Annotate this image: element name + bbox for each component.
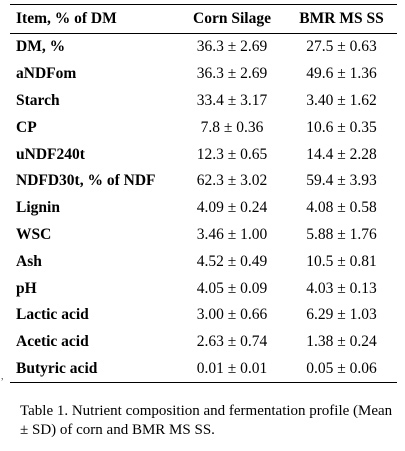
cell-bmr-ms-ss: 5.88 ± 1.76 <box>306 225 377 243</box>
table-row <box>10 114 397 141</box>
cell-bmr-ms-ss: 4.08 ± 0.58 <box>306 199 377 217</box>
cell-bmr-ms-ss: 3.40 ± 1.62 <box>306 91 377 109</box>
table-row <box>10 275 397 302</box>
cell-bmr-ms-ss: 49.6 ± 1.36 <box>306 65 377 83</box>
cell-bmr-ms-ss: 1.38 ± 0.24 <box>306 333 377 351</box>
cell-bmr-ms-ss: 10.5 ± 0.81 <box>306 252 377 270</box>
table-row <box>10 168 397 195</box>
header-bmr-ms-ss: BMR MS SS <box>286 5 397 34</box>
cell-corn-silage: 7.8 ± 0.36 <box>200 118 264 136</box>
table-body <box>10 34 397 383</box>
cell-corn-silage: 0.01 ± 0.01 <box>178 356 286 383</box>
cell-corn-silage: 36.3 ± 2.69 <box>196 38 268 56</box>
cell-bmr-ms-ss: 0.05 ± 0.06 <box>286 356 397 383</box>
cell-bmr-ms-ss: 4.03 ± 0.13 <box>306 279 377 297</box>
cell-corn-silage: 62.3 ± 3.02 <box>196 172 268 190</box>
cell-bmr-ms-ss: 10.6 ± 0.35 <box>306 118 377 136</box>
row-item-label: DM, % <box>16 38 66 56</box>
nutrient-composition-table <box>10 4 397 383</box>
row-item-label: Butyric acid <box>10 356 178 383</box>
table-row <box>10 222 397 249</box>
cell-corn-silage: 4.05 ± 0.09 <box>196 279 268 297</box>
nutrient-table-container <box>10 4 397 383</box>
row-item-label: uNDF240t <box>16 145 85 163</box>
row-item-label: aNDFom <box>16 65 77 83</box>
cell-bmr-ms-ss: 14.4 ± 2.28 <box>306 145 377 163</box>
row-item-label: pH <box>16 279 37 297</box>
table-row <box>10 61 397 88</box>
row-item-label: CP <box>16 118 37 136</box>
table-row <box>10 34 397 61</box>
table-row <box>10 356 397 383</box>
row-item-label: Ash <box>16 252 42 270</box>
table-row <box>10 329 397 356</box>
table-header <box>10 5 397 34</box>
cell-corn-silage: 2.63 ± 0.74 <box>196 333 268 351</box>
table-row <box>10 248 397 275</box>
cell-corn-silage: 4.52 ± 0.49 <box>196 252 268 270</box>
header-item: Item, % of DM <box>10 5 178 34</box>
stray-mark: , <box>1 371 4 382</box>
header-corn-silage: Corn Silage <box>178 5 286 34</box>
cell-corn-silage: 4.09 ± 0.24 <box>196 199 268 217</box>
row-item-label: NDFD30t, % of NDF <box>16 172 156 190</box>
table-row <box>10 88 397 115</box>
header-row <box>10 5 397 34</box>
row-item-label: Lactic acid <box>16 306 89 324</box>
cell-corn-silage: 36.3 ± 2.69 <box>196 65 268 83</box>
cell-corn-silage: 12.3 ± 0.65 <box>196 145 268 163</box>
cell-corn-silage: 3.46 ± 1.00 <box>196 225 268 243</box>
row-item-label: Acetic acid <box>16 333 89 351</box>
table-row <box>10 302 397 329</box>
cell-bmr-ms-ss: 59.4 ± 3.93 <box>306 172 377 190</box>
table-caption: Table 1. Nutrient composition and fermentation profile (Mean ± SD) of corn and BMR MS SS. <box>20 403 393 438</box>
cell-corn-silage: 3.00 ± 0.66 <box>196 306 268 324</box>
cell-bmr-ms-ss: 27.5 ± 0.63 <box>306 38 377 56</box>
row-item-label: Lignin <box>16 199 60 217</box>
table-row <box>10 195 397 222</box>
cell-corn-silage: 33.4 ± 3.17 <box>196 91 268 109</box>
row-item-label: Starch <box>16 91 60 109</box>
cell-bmr-ms-ss: 6.29 ± 1.03 <box>306 306 377 324</box>
table-row <box>10 141 397 168</box>
row-item-label: WSC <box>16 225 52 243</box>
